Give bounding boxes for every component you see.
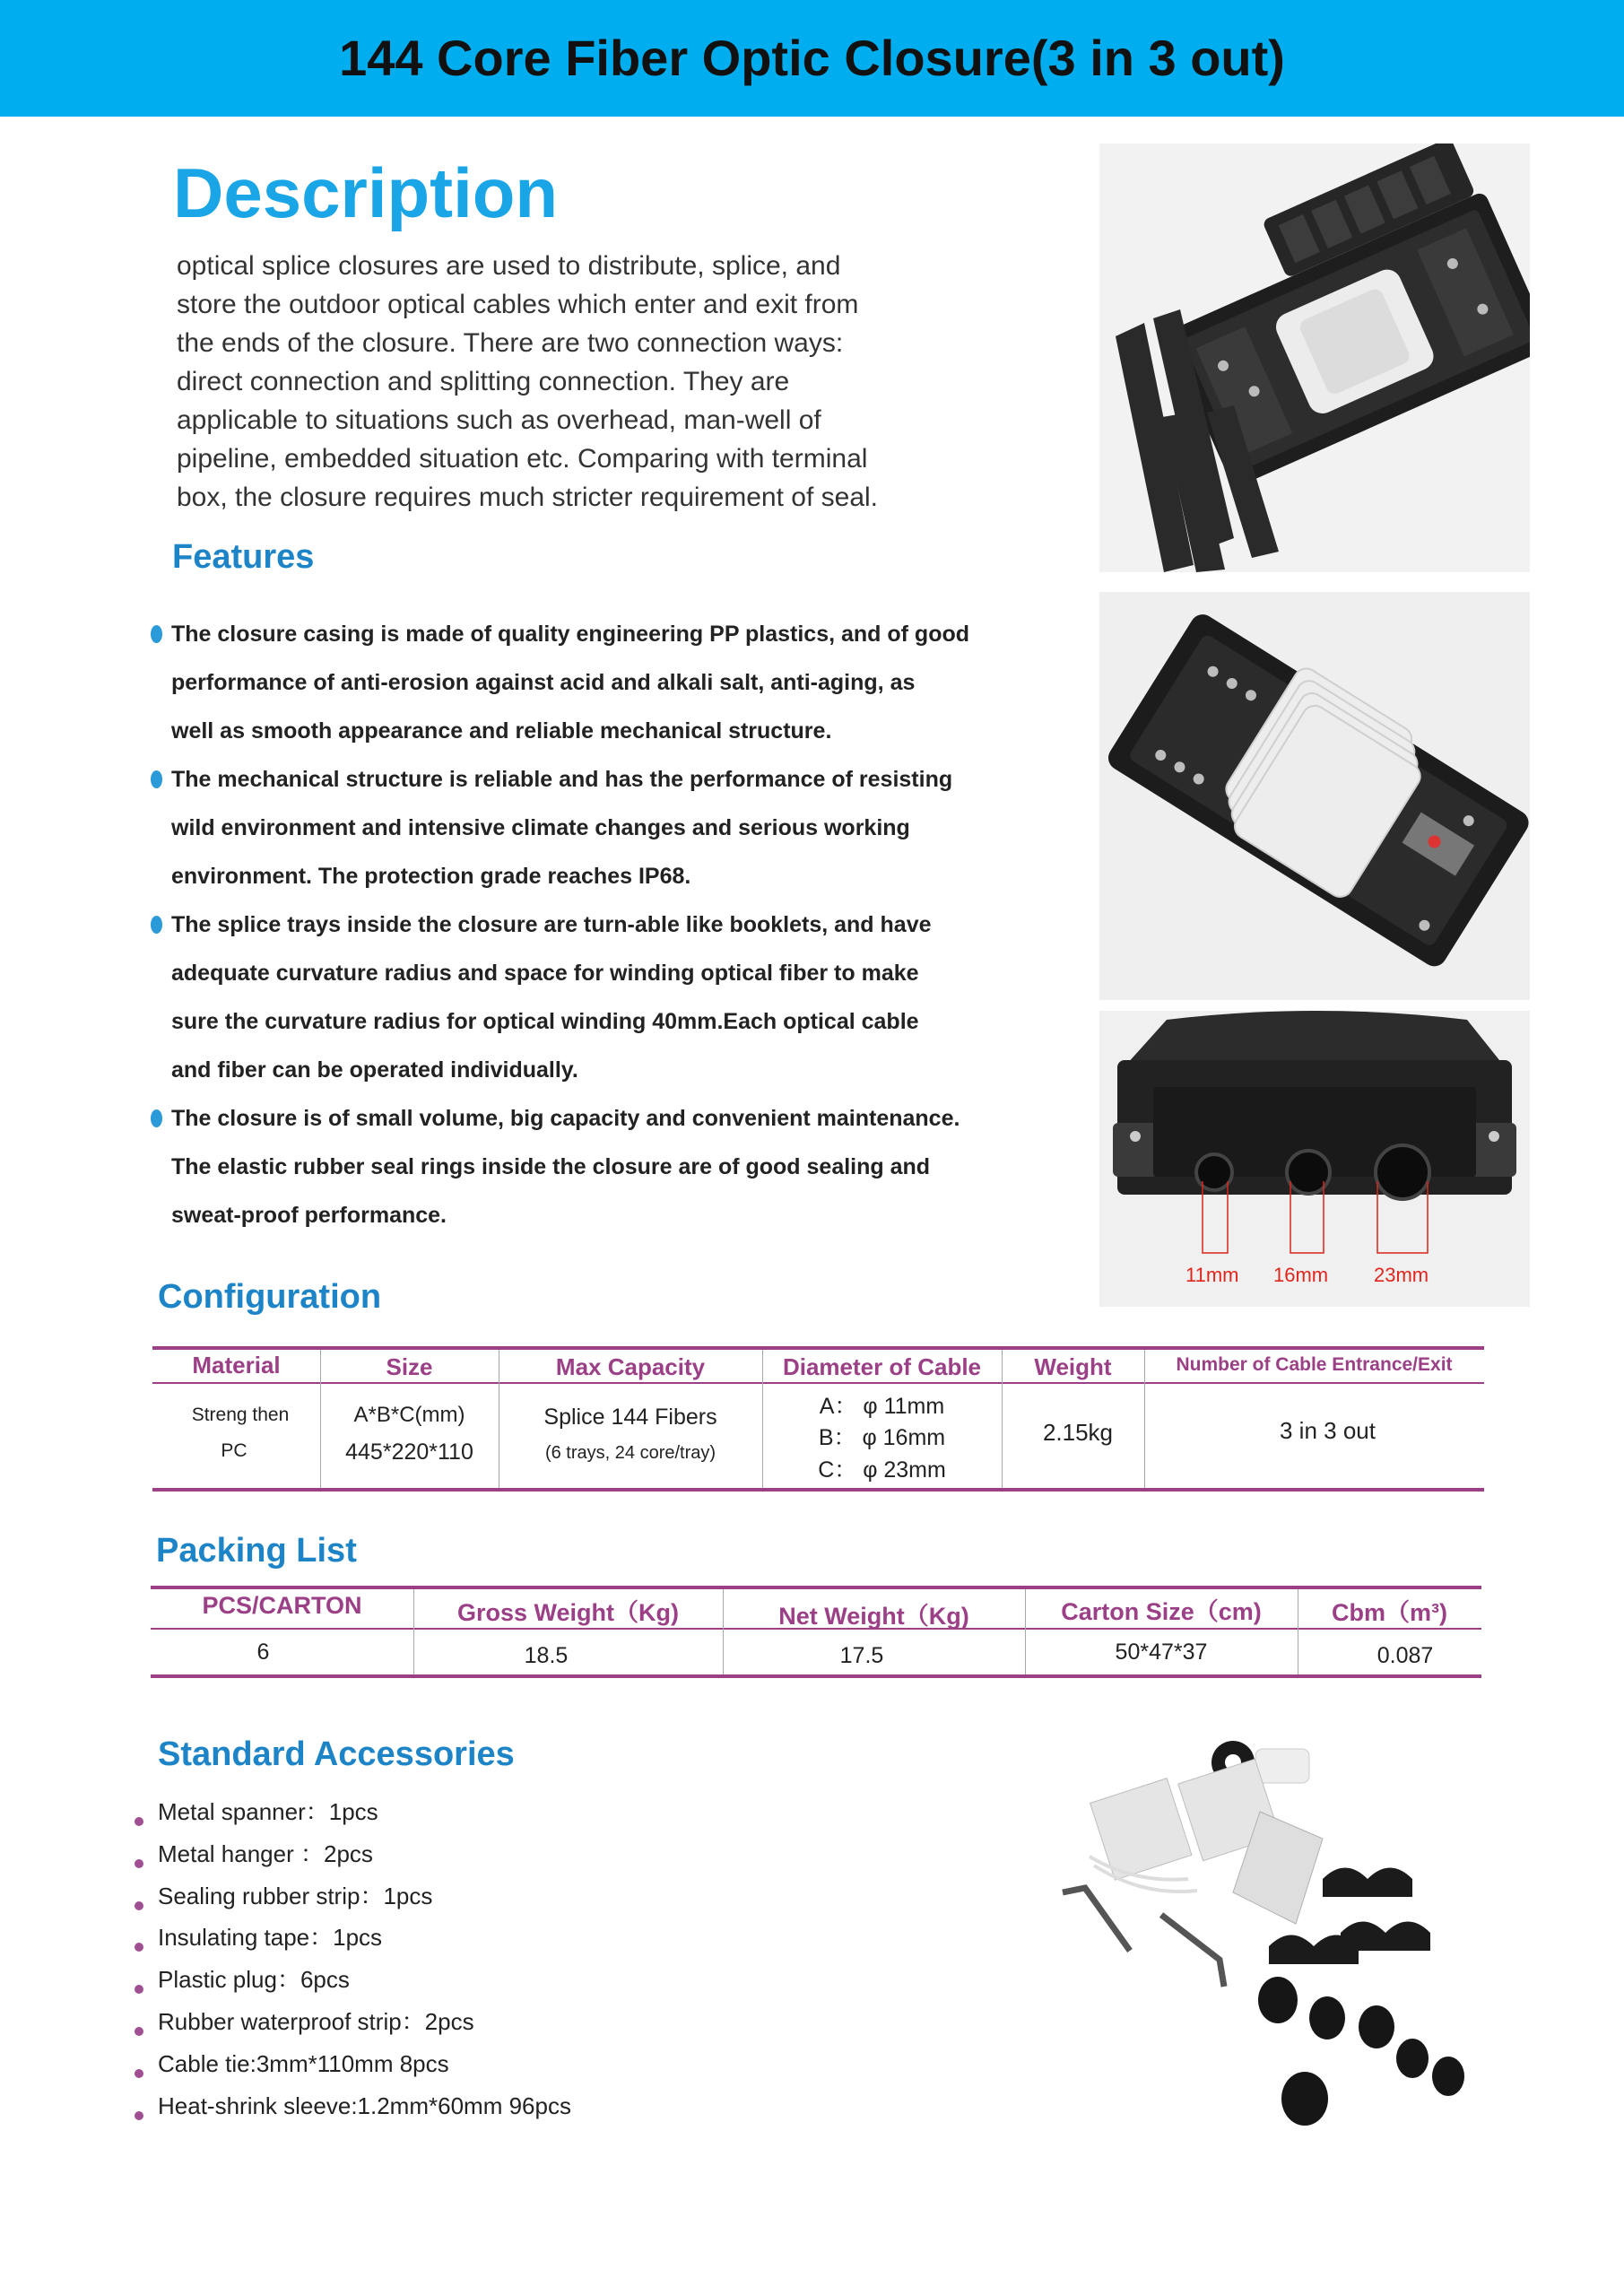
- header-pcs-carton: PCS/CARTON: [202, 1592, 362, 1619]
- cell-carton-size: 50*47*37: [1115, 1639, 1208, 1665]
- table-header-rule: [152, 1382, 1484, 1384]
- header-weight: Weight: [1034, 1353, 1112, 1380]
- description-line: direct connection and splitting connection. They are: [177, 367, 790, 396]
- accessory-label: Metal hanger ：2pcs: [158, 1840, 373, 1867]
- feature-line: sweat-proof performance.: [171, 1203, 447, 1228]
- feature-line: performance of anti-erosion against acid and alkali salt, anti-aging, as: [171, 670, 916, 695]
- header-carton-size: Carton Size（cm): [1061, 1598, 1262, 1625]
- description-heading: Description: [173, 153, 559, 232]
- splice-tray-illustration: [1099, 592, 1530, 1000]
- cell-diameter-b: B： φ 16mm: [818, 1425, 946, 1450]
- features-list: [148, 610, 1009, 1239]
- description-line: pipeline, embedded situation etc. Comparing with terminal: [177, 444, 868, 474]
- accessory-label: Metal spanner：1pcs: [158, 1798, 378, 1825]
- cell-cable-entrance: 3 in 3 out: [1280, 1417, 1376, 1444]
- header-cable-entrance: Number of Cable Entrance/Exit: [1176, 1354, 1453, 1375]
- feature-line: well as smooth appearance and reliable mechanical structure.: [171, 718, 832, 744]
- accessory-item: [133, 2088, 671, 2130]
- accessories-illustration: [1054, 1731, 1511, 2135]
- description-line: box, the closure requires much stricter requirement of seal.: [177, 483, 879, 512]
- description-line: optical splice closures are used to distribute, splice, and: [177, 251, 841, 281]
- bullet-icon: [135, 2027, 143, 2036]
- accessory-label: Heat-shrink sleeve:1.2mm*60mm 96pcs: [158, 2092, 571, 2119]
- feature-line: adequate curvature radius and space for winding optical fiber to make: [171, 961, 919, 986]
- cell-material-line1: Streng then: [191, 1405, 290, 1425]
- product-photo-open-closure: [1099, 144, 1530, 572]
- accessory-item: [133, 1878, 671, 1919]
- product-photo-splice-trays: [1099, 592, 1530, 1000]
- table-bottom-rule: [151, 1674, 1481, 1678]
- feature-line: wild environment and intensive climate changes and serious working: [171, 815, 910, 840]
- feature-line: The closure is of small volume, big capacity and convenient maintenance.: [171, 1106, 960, 1131]
- feature-line: and fiber can be operated individually.: [171, 1057, 578, 1083]
- header-material: Material: [192, 1352, 281, 1378]
- bullet-icon: [151, 916, 162, 934]
- page-title: 144 Core Fiber Optic Closure(3 in 3 out): [339, 30, 1285, 86]
- feature-item: [148, 1094, 1009, 1239]
- accessory-label: Sealing rubber strip：1pcs: [158, 1883, 433, 1909]
- accessories-list: [133, 1794, 671, 2130]
- cell-capacity-note: (6 trays, 24 core/tray): [544, 1443, 716, 1463]
- cell-net-weight: 17.5: [839, 1643, 884, 1668]
- feature-line: The closure casing is made of quality engineering PP plastics, and of good: [171, 622, 970, 647]
- header-max-capacity: Max Capacity: [555, 1353, 706, 1380]
- accessories-photo: [1054, 1731, 1511, 2135]
- dimension-label-medium: 16mm: [1273, 1264, 1329, 1286]
- cell-gross-weight: 18.5: [524, 1643, 569, 1668]
- accessory-item: [133, 1919, 671, 1961]
- accessory-item: [133, 2046, 671, 2088]
- features-heading: Features: [172, 538, 315, 576]
- bullet-icon: [151, 625, 162, 643]
- accessory-item: [133, 1961, 671, 2004]
- feature-line: sure the curvature radius for optical winding 40mm.Each optical cable: [171, 1009, 919, 1034]
- dimension-label-large: 23mm: [1374, 1264, 1429, 1286]
- cell-pcs-carton: 6: [256, 1639, 270, 1665]
- accessory-label: Cable tie:3mm*110mm 8pcs: [158, 2050, 449, 2077]
- accessory-label: Rubber waterproof strip：2pcs: [158, 2008, 474, 2035]
- description-line: store the outdoor optical cables which enter and exit from: [177, 290, 859, 319]
- cell-diameter-c: C： φ 23mm: [818, 1457, 946, 1483]
- bullet-icon: [135, 2069, 143, 2078]
- accessory-item: [133, 2004, 671, 2046]
- header-cbm: Cbm（m³): [1332, 1599, 1447, 1626]
- header-diameter: Diameter of Cable: [782, 1353, 982, 1380]
- bullet-icon: [151, 770, 162, 788]
- cell-cbm: 0.087: [1376, 1643, 1434, 1668]
- cell-capacity: Splice 144 Fibers: [543, 1405, 717, 1430]
- feature-item: [148, 610, 1009, 755]
- cell-material-line2: PC: [221, 1440, 248, 1461]
- bullet-icon: [151, 1109, 162, 1127]
- bullet-icon: [135, 1985, 143, 1994]
- header-gross-weight: Gross Weight（Kg): [456, 1599, 679, 1626]
- table-top-rule: [151, 1586, 1481, 1589]
- product-photo-cable-ports: [1099, 1011, 1530, 1307]
- configuration-heading: Configuration: [158, 1278, 382, 1316]
- description-text: [177, 247, 930, 517]
- bullet-icon: [135, 1817, 143, 1826]
- description-line: applicable to situations such as overhead, man-well of: [177, 405, 821, 435]
- description-line: the ends of the closure. There are two connection ways:: [177, 328, 844, 358]
- accessory-item: [133, 1794, 671, 1836]
- accessory-item: [133, 1836, 671, 1878]
- header-net-weight: Net Weight（Kg): [778, 1603, 969, 1630]
- accessory-label: Plastic plug：6pcs: [158, 1966, 350, 1993]
- cable-port-illustration: [1099, 1011, 1530, 1307]
- accessories-heading: Standard Accessories: [158, 1735, 515, 1773]
- bullet-icon: [135, 1859, 143, 1868]
- dimension-label-small: 11mm: [1185, 1264, 1239, 1286]
- cell-weight: 2.15kg: [1042, 1419, 1114, 1446]
- feature-item: [148, 900, 1009, 1094]
- table-top-rule: [152, 1346, 1484, 1350]
- feature-line: The mechanical structure is reliable and has the performance of resisting: [171, 767, 953, 792]
- accessory-label: Insulating tape：1pcs: [158, 1924, 383, 1951]
- cell-size-label: A*B*C(mm): [353, 1403, 465, 1427]
- bullet-icon: [135, 1901, 143, 1910]
- header-size: Size: [386, 1353, 433, 1380]
- bullet-icon: [135, 1943, 143, 1952]
- bullet-icon: [135, 2111, 143, 2120]
- cell-diameter-a: A： φ 11mm: [819, 1394, 945, 1419]
- feature-line: The splice trays inside the closure are turn-able like booklets, and have: [171, 912, 932, 937]
- packing-list-heading: Packing List: [156, 1532, 357, 1570]
- feature-line: environment. The protection grade reaches IP68.: [171, 864, 691, 889]
- closure-open-illustration: [1099, 144, 1530, 572]
- feature-item: [148, 755, 1009, 900]
- feature-line: The elastic rubber seal rings inside the closure are of good sealing and: [171, 1154, 931, 1179]
- table-bottom-rule: [152, 1488, 1484, 1492]
- cell-size-value: 445*220*110: [345, 1439, 473, 1465]
